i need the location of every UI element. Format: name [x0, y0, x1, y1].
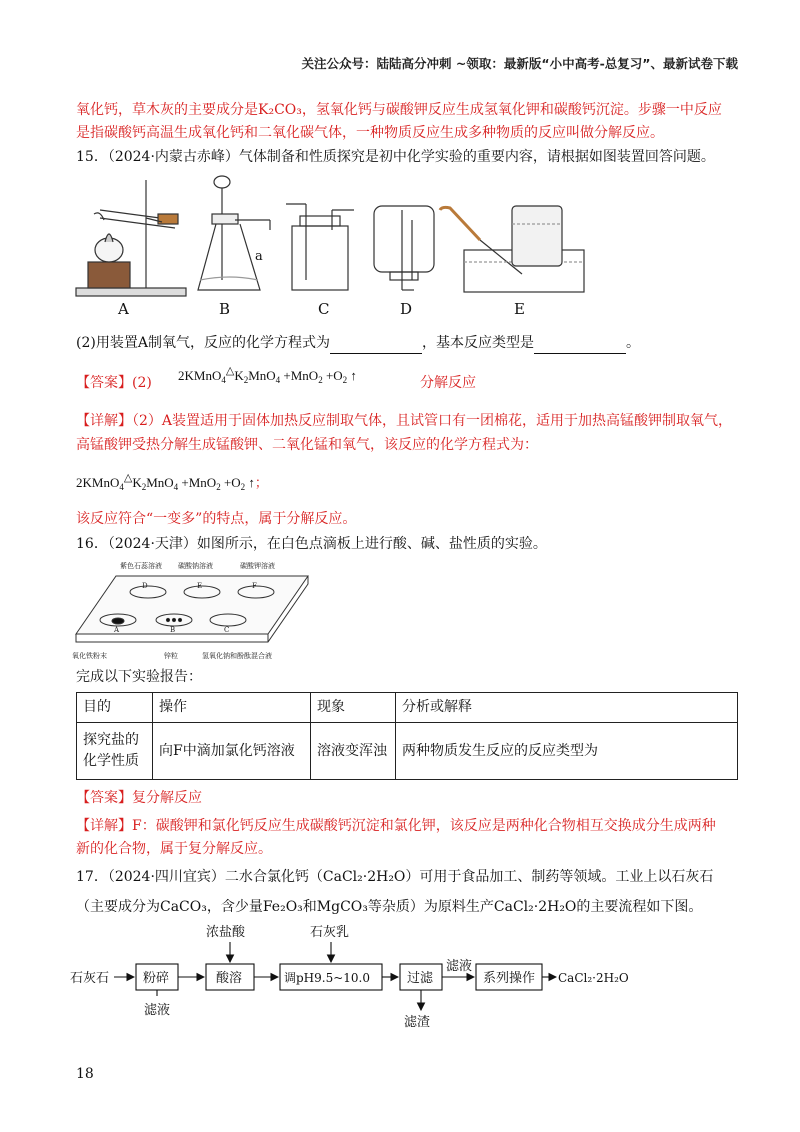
intro-line-1: 氧化钙，草木灰的主要成分是K₂CO₃，氢氧化钙与碳酸钾反应生成氢氧化钾和碳酸钙沉淀。步骤一中反应 [76, 102, 722, 118]
flow-input-2: 石灰乳 [310, 925, 350, 940]
flow-start: 石灰石 [70, 971, 110, 986]
plate-top-label-2: 碳酸钠溶液 [178, 562, 213, 570]
td-analysis: 两种物质发生反应的反应类型为 [396, 723, 738, 780]
well-B: B [170, 626, 176, 634]
label-A: A [118, 300, 129, 318]
q16-answer: 【答案】复分解反应 [76, 790, 202, 806]
q15-apparatus-figure [70, 170, 590, 320]
q16-detail-line-2: 新的化合物，属于复分解反应。 [76, 841, 272, 857]
q15-detail-line-2: 高锰酸钾受热分解生成锰酸钾、二氧化锰和氧气，该反应的化学方程式为： [76, 437, 538, 453]
q15-answer-line [76, 372, 152, 394]
label-C: C [318, 300, 330, 318]
q15-answer-tag: 【答案】(2) [76, 375, 152, 391]
intro-line-2: 是指碳酸钙高温生成氧化钙和二氧化碳气体，一种物质反应生成多种物质的反应叫做分解反应。 [76, 125, 664, 141]
table-header-row [77, 693, 738, 723]
q15-subq-end: 。 [625, 335, 640, 351]
q15-subq-mid: ，基本反应类型是 [421, 335, 534, 351]
td-operation: 向F中滴加氯化钙溶液 [153, 723, 311, 780]
label-B: B [219, 300, 231, 318]
q15-stem: 15．（2024·内蒙古赤峰）气体制备和性质探究是初中化学实验的重要内容，请根据如图装置回答问题。 [76, 149, 715, 165]
page-number: 18 [76, 1066, 94, 1082]
flow-input-1: 浓盐酸 [206, 925, 246, 940]
th-operation: 操作 [153, 693, 311, 723]
q15-answer-type: 分解反应 [420, 375, 476, 391]
flow-box-2: 酸溶 [216, 971, 243, 986]
q16-stem: 16．（2024·天津）如图所示，在白色点滴板上进行酸、碱、盐性质的实验。 [76, 536, 547, 552]
flow-end: CaCl₂·2H₂O [558, 971, 629, 985]
th-purpose: 目的 [77, 693, 153, 723]
well-D: D [142, 582, 148, 590]
th-phenomenon: 现象 [311, 693, 396, 723]
td-purpose: 探究盐的化学性质 [77, 723, 153, 780]
q15-detail-line-1: 【详解】（2）A装置适用于固体加热反应制取气体，且试管口有一团棉花，适用于加热高锰酸钾制取氧气， [76, 413, 733, 429]
apparatus-a [76, 180, 186, 296]
detail-equation: $2KMnO_4^\triangle K_2MnO_4 +MnO_2 +O_2$ ↑； [76, 472, 268, 492]
apparatus-d [374, 206, 434, 290]
plate-bottom-label-2: 锌粒 [164, 652, 178, 660]
q16-spot-plate-figure [72, 558, 312, 662]
flow-box-1: 粉碎 [143, 971, 170, 986]
flow-box-3: 调pH9.5~10.0 [284, 971, 371, 985]
well-C: C [224, 626, 230, 634]
q17-stem-line-1: 17．（2024·四川宜宾）二水合氯化钙（CaCl₂·2H₂O）可用于食品加工、制药等领域。工业上以石灰石 [76, 869, 714, 885]
q15-subq-text: (2)用装置A制氧气，反应的化学方程式为 [76, 335, 330, 351]
flow-residue: 滤渣 [404, 1015, 431, 1030]
table-row [77, 723, 738, 780]
plate-top-label-3: 碳酸钾溶液 [240, 562, 275, 570]
flow-box-4: 过滤 [407, 971, 434, 986]
plate-top-label-1: 紫色石蕊溶液 [120, 562, 162, 570]
plate-bottom-label-3: 氢氧化钠和酚酞混合液 [202, 652, 272, 660]
q15-detail-line-3: 该反应符合“一变多”的特点，属于分解反应。 [76, 511, 357, 527]
label-D: D [400, 300, 413, 318]
q16-report-intro: 完成以下实验报告： [76, 669, 202, 685]
blank-type [534, 339, 626, 354]
flow-box-5: 系列操作 [483, 971, 536, 986]
flow-filtrate: 滤液 [446, 959, 473, 974]
q16-detail-line-1: 【详解】F：碳酸钾和氯化钙反应生成碳酸钙沉淀和氯化钾，该反应是两种化合物相互交换成分生成两种 [76, 818, 716, 834]
q17-flow-diagram [70, 922, 690, 1040]
well-E: E [197, 582, 203, 590]
label-E: E [514, 300, 525, 318]
q16-report-table [76, 692, 738, 780]
well-A: A [114, 626, 120, 634]
apparatus-e [440, 206, 584, 292]
q15-subquestion [76, 332, 640, 354]
apparatus-b [198, 176, 270, 290]
plate-bottom-label-1: 氧化铁粉末 [72, 652, 107, 660]
answer-equation: $2KMnO_4^\triangle K_2MnO_4 +MnO_2 +O_2$ ↑ [178, 365, 357, 385]
page-header: 关注公众号：陆陆高分冲刺 ~领取：最新版“小中高考-总复习”、最新试卷下载 [301, 56, 738, 71]
blank-equation [330, 339, 422, 354]
th-analysis: 分析或解释 [396, 693, 738, 723]
apparatus-c [286, 204, 354, 290]
flow-bottom-left: 滤液 [144, 1003, 171, 1018]
q17-stem-line-2: （主要成分为CaCO₃，含少量Fe₂O₃和MgCO₃等杂质）为原料生产CaCl₂·2H₂O的主要流程如下图。 [76, 899, 703, 915]
td-phenomenon: 溶液变浑浊 [311, 723, 396, 780]
well-F: F [252, 582, 257, 590]
label-a-funnel: a [255, 249, 263, 264]
